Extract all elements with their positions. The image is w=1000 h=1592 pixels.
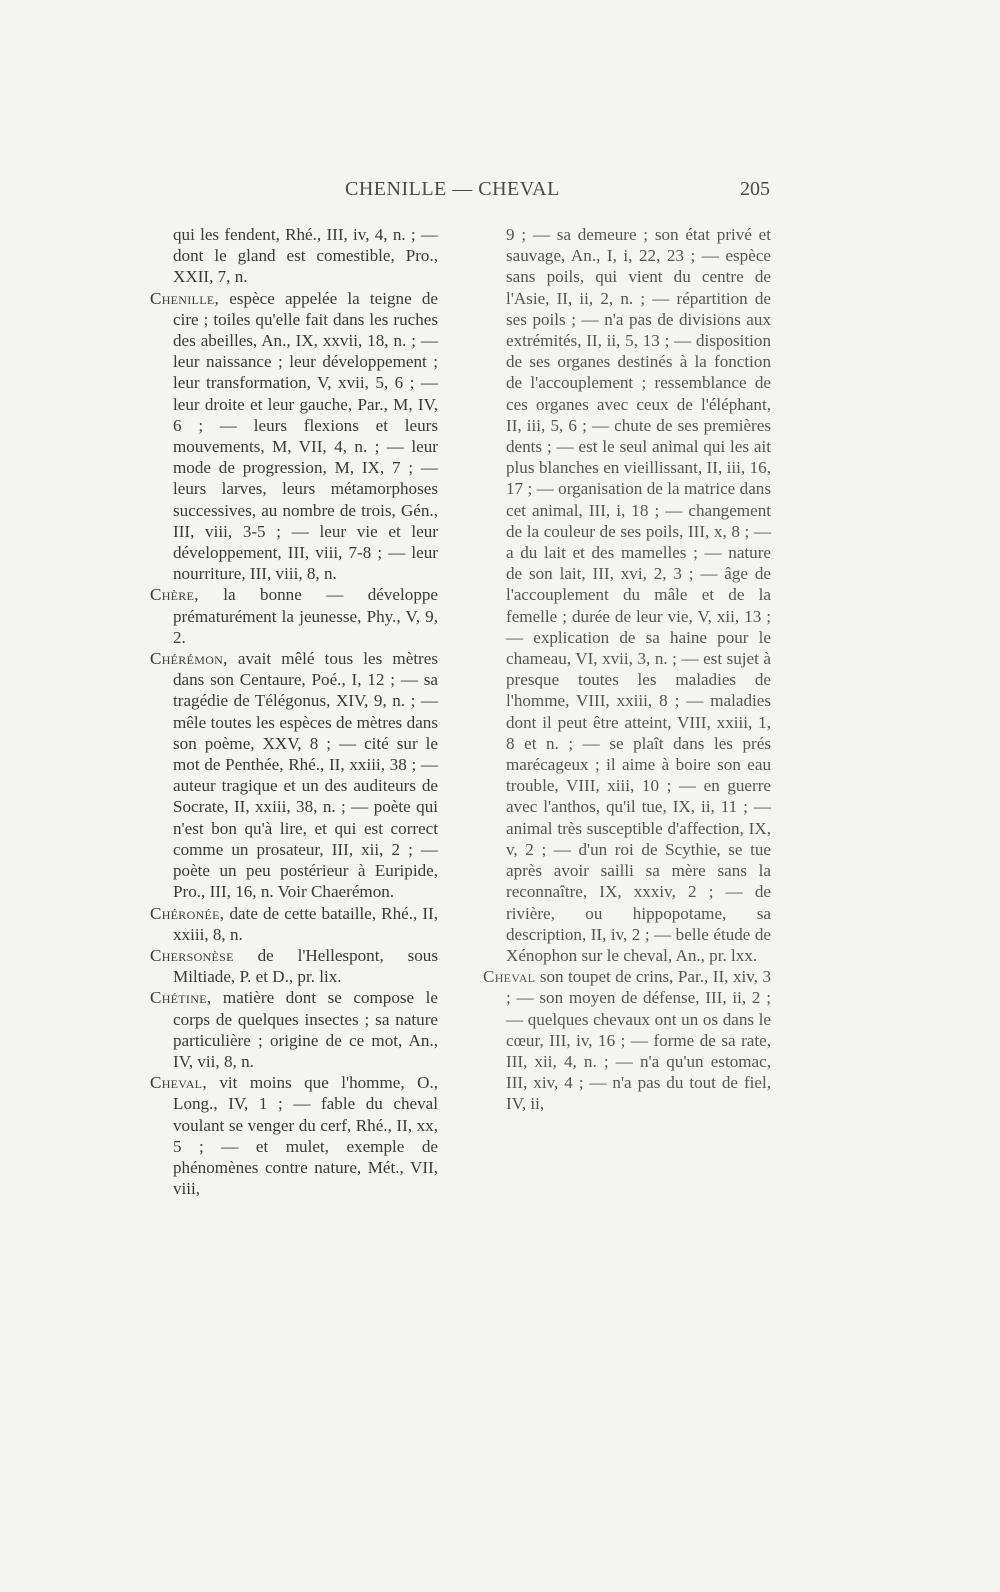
- index-entry: [150, 903, 438, 945]
- index-entry: [150, 648, 438, 902]
- index-entry: [483, 966, 771, 1114]
- index-entry: [150, 584, 438, 648]
- entry-headword: Chère,: [150, 585, 199, 605]
- index-entry: [150, 987, 438, 1072]
- running-head: CHENILLE — CHEVAL: [345, 178, 560, 200]
- entry-text: matière dont se compose le corps de quelques insectes ; sa nature particulière ; origine de ce mot, An., IV, vii, 8, n.: [173, 988, 438, 1071]
- entry-text: espèce appelée la teigne de cire ; toiles qu'elle fait dans les ruches des abeilles, An., IX, xxvii, 18, n. ; — leur naissance ; leur développement ; leur transformation, V, xvii, 5, 6 ; — leur droite et leur gauche, Par., M, IV, 6 ; — leurs flexions et leurs mouvements, M, VII, 4, n. ; — leur mode de progression, M, IX, 7 ; — leurs larves, leurs métamorphoses successives, au nombre de trois, Gén., III, viii, 3-5 ; — leur vie et leur développement, III, viii, 7-8 ; — leur nourriture, III, viii, 8, n.: [173, 288, 438, 584]
- entry-text: son toupet de crins, Par., II, xiv, 3 ; — son moyen de défense, III, ii, 2 ; — quelques chevaux ont un os dans le cœur, III, iv, 16 ; — forme de sa rate, III, xii, 4, n. ; — n'a qu'un estomac, III, xiv, 4 ; — n'a pas du tout de fiel, IV, ii,: [506, 967, 771, 1114]
- index-entry: [150, 1072, 438, 1199]
- entry-headword: Chétine,: [150, 988, 212, 1008]
- page-number: 205: [740, 178, 770, 200]
- entry-headword: Chéronée,: [150, 903, 225, 923]
- index-entry: [150, 288, 438, 585]
- entry-text: avait mêlé tous les mètres dans son Centaure, Poé., I, 12 ; — sa tragédie de Télégonus, XIV, 9, n. ; — mêle toutes les espèces de mètres dans son poème, XXV, 8 ; — cité sur le mot de Penthée, Rhé., II, xxiii, 38 ; — auteur tragique et un des auditeurs de Socrate, II, xxiii, 38, n. ; — poète qui n'est bon qu'à lire, et qui est correct comme un prosateur, III, xii, 2 ; — poète un peu postérieur à Euripide, Pro., III, 16, n. Voir Chaerémon.: [173, 649, 438, 902]
- entry-headword: Chersonèse: [150, 945, 234, 965]
- entry-headword: Chenille,: [150, 288, 220, 308]
- entry-text: de l'Hellespont, sous Miltiade, P. et D., pr. lix.: [173, 945, 438, 987]
- entry-headword: Cheval: [483, 967, 536, 987]
- continuation-text: 9 ; — sa demeure ; son état privé et sauvage, An., I, i, 22, 23 ; — espèce sans poils, qui vient du centre de l'Asie, II, ii, 2, n. ; — répartition de ses poils ; — n'a pas de divisions aux extrémités, II, ii, 5, 13 ; — disposition de ses organes destinés à la fonction de l'accouplement ; ressemblance de ces organes avec ceux de l'éléphant, II, iii, 5, 6 ; — chute de ses premières dents ; — est le seul animal qui les ait plus blanches en vieillissant, II, iii, 16, 17 ; — organisation de la matrice dans cet animal, III, i, 18 ; — changement de la couleur de ses poils, III, x, 8 ; — a du lait et des mamelles ; — nature de son lait, III, xvi, 2, 3 ; — âge de l'accouplement du mâle et de la femelle ; durée de leur vie, V, xii, 13 ; — explication de sa haine pour le chameau, VI, xvii, 3, n. ; — est sujet à presque toutes les maladies de l'homme, VIII, xxiii, 8 ; — maladies dont il peut être atteint, VIII, xxiii, 1, 8 et n. ; — se plaît dans les prés marécageux ; il aime à boire son eau trouble, VIII, xiii, 10 ; — en guerre avec l'anthos, qu'il tue, IX, ii, 11 ; — animal très susceptible d'affection, IX, v, 2 ; — d'un roi de Scythie, se tue après avoir sailli sa mère sans la reconnaître, IX, xxxiv, 2 ; — de rivière, ou hippopotame, sa description, II, iv, 2 ; — belle étude de Xénophon sur le cheval, An., pr. lxx.: [506, 225, 771, 965]
- entry-text: la bonne — développe prématurément la jeunesse, Phy., V, 9, 2.: [173, 585, 438, 647]
- index-entry: [150, 945, 438, 987]
- continuation-text: qui les fendent, Rhé., III, iv, 4, n. ; — dont le gland est comestible, Pro., XXII, 7, n.: [173, 225, 438, 287]
- entry-headword: Cheval,: [150, 1073, 207, 1093]
- left-column: [150, 224, 438, 1199]
- entry-headword: Chérémon,: [150, 649, 228, 669]
- right-column: [483, 224, 771, 1115]
- entry-text: vit moins que l'homme, O., Long., IV, 1 ; — fable du cheval voulant se venger du cerf, Rhé., II, xx, 5 ; — et mulet, exemple de phénomènes contre nature, Mét., VII, viii,: [173, 1073, 438, 1199]
- entry-text: date de cette bataille, Rhé., II, xxiii, 8, n.: [173, 903, 438, 944]
